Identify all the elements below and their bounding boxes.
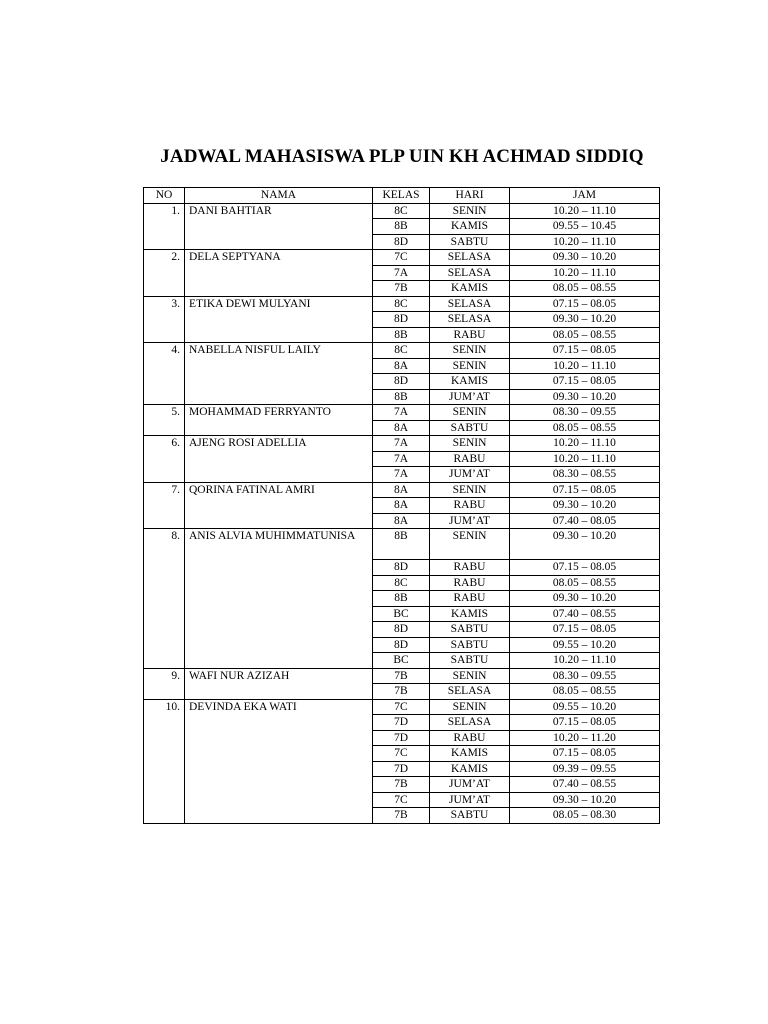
session-jam: 10.20 – 11.10 (510, 234, 660, 250)
session-kelas: 7A (373, 405, 430, 421)
session-hari: JUM’AT (430, 777, 510, 793)
session-hari: SABTU (430, 637, 510, 653)
session-jam: 10.20 – 11.10 (510, 451, 660, 467)
session-jam: 07.15 – 08.05 (510, 482, 660, 498)
session-kelas: 8A (373, 513, 430, 529)
session-hari: SABTU (430, 653, 510, 669)
session-jam: 10.20 – 11.10 (510, 436, 660, 452)
session-kelas: 8C (373, 575, 430, 591)
session-hari: SELASA (430, 265, 510, 281)
session-hari: KAMIS (430, 761, 510, 777)
table-row (144, 203, 660, 219)
session-kelas: 8B (373, 529, 430, 560)
session-kelas: 8C (373, 343, 430, 359)
session-kelas: 8B (373, 389, 430, 405)
document-title: JADWAL MAHASISWA PLP UIN KH ACHMAD SIDDIQ (160, 146, 644, 167)
session-kelas: 8A (373, 420, 430, 436)
session-kelas: 7C (373, 699, 430, 715)
table-row (144, 296, 660, 312)
session-hari: SELASA (430, 715, 510, 731)
session-jam: 09.30 – 10.20 (510, 591, 660, 607)
session-jam: 08.05 – 08.55 (510, 420, 660, 436)
session-jam: 08.05 – 08.55 (510, 327, 660, 343)
schedule-table (143, 187, 660, 824)
session-jam: 07.15 – 08.05 (510, 560, 660, 576)
session-jam: 08.05 – 08.55 (510, 281, 660, 297)
session-jam: 09.30 – 10.20 (510, 529, 660, 560)
student-number: 5. (144, 405, 185, 436)
schedule-body (144, 203, 660, 823)
student-name: MOHAMMAD FERRYANTO (185, 405, 373, 436)
session-kelas: 7C (373, 250, 430, 266)
session-hari: RABU (430, 560, 510, 576)
session-hari: SABTU (430, 234, 510, 250)
student-name: WAFI NUR AZIZAH (185, 668, 373, 699)
session-jam: 10.20 – 11.10 (510, 203, 660, 219)
session-hari: SELASA (430, 684, 510, 700)
student-name: ANIS ALVIA MUHIMMATUNISA (185, 529, 373, 669)
table-header-row (144, 188, 660, 204)
student-name: QORINA FATINAL AMRI (185, 482, 373, 529)
student-name: ETIKA DEWI MULYANI (185, 296, 373, 343)
session-hari: SENIN (430, 529, 510, 560)
session-jam: 09.30 – 10.20 (510, 312, 660, 328)
session-hari: RABU (430, 730, 510, 746)
session-hari: SENIN (430, 343, 510, 359)
session-jam: 10.20 – 11.10 (510, 265, 660, 281)
session-kelas: 8D (373, 234, 430, 250)
session-hari: SABTU (430, 808, 510, 824)
session-jam: 09.55 – 10.45 (510, 219, 660, 235)
session-kelas: 7D (373, 715, 430, 731)
session-kelas: 8C (373, 203, 430, 219)
student-number: 6. (144, 436, 185, 483)
session-hari: JUM’AT (430, 467, 510, 483)
session-jam: 07.15 – 08.05 (510, 715, 660, 731)
session-hari: SENIN (430, 405, 510, 421)
session-kelas: 7D (373, 730, 430, 746)
student-name: DEVINDA EKA WATI (185, 699, 373, 823)
session-kelas: 7A (373, 451, 430, 467)
student-name: AJENG ROSI ADELLIA (185, 436, 373, 483)
session-kelas: 8D (373, 622, 430, 638)
session-kelas: 8B (373, 591, 430, 607)
session-hari: SELASA (430, 312, 510, 328)
student-name: DELA SEPTYANA (185, 250, 373, 297)
session-jam: 07.15 – 08.05 (510, 296, 660, 312)
table-row (144, 436, 660, 452)
session-hari: SENIN (430, 668, 510, 684)
session-hari: KAMIS (430, 606, 510, 622)
table-row (144, 405, 660, 421)
student-name: DANI BAHTIAR (185, 203, 373, 250)
student-number: 3. (144, 296, 185, 343)
session-jam: 07.40 – 08.05 (510, 513, 660, 529)
student-number: 8. (144, 529, 185, 669)
session-hari: SENIN (430, 699, 510, 715)
session-jam: 07.40 – 08.55 (510, 606, 660, 622)
session-hari: SABTU (430, 420, 510, 436)
session-jam: 09.55 – 10.20 (510, 699, 660, 715)
table-row (144, 668, 660, 684)
session-hari: SENIN (430, 358, 510, 374)
session-kelas: 7B (373, 281, 430, 297)
session-jam: 09.55 – 10.20 (510, 637, 660, 653)
session-hari: KAMIS (430, 746, 510, 762)
session-kelas: 7B (373, 808, 430, 824)
session-kelas: 7B (373, 777, 430, 793)
table-row (144, 529, 660, 560)
table-row (144, 343, 660, 359)
session-jam: 09.30 – 10.20 (510, 792, 660, 808)
session-kelas: 7C (373, 746, 430, 762)
session-jam: 10.20 – 11.10 (510, 653, 660, 669)
session-kelas: BC (373, 606, 430, 622)
table-row (144, 482, 660, 498)
student-number: 4. (144, 343, 185, 405)
session-kelas: 7A (373, 436, 430, 452)
session-hari: RABU (430, 451, 510, 467)
student-number: 2. (144, 250, 185, 297)
session-jam: 09.30 – 10.20 (510, 498, 660, 514)
session-hari: JUM’AT (430, 792, 510, 808)
session-kelas: 7B (373, 684, 430, 700)
session-jam: 09.30 – 10.20 (510, 389, 660, 405)
session-hari: KAMIS (430, 219, 510, 235)
session-jam: 10.20 – 11.10 (510, 358, 660, 374)
session-kelas: 7C (373, 792, 430, 808)
session-jam: 07.15 – 08.05 (510, 622, 660, 638)
student-number: 10. (144, 699, 185, 823)
session-hari: SELASA (430, 296, 510, 312)
session-jam: 08.30 – 09.55 (510, 405, 660, 421)
session-kelas: 7B (373, 668, 430, 684)
session-jam: 07.15 – 08.05 (510, 746, 660, 762)
session-kelas: 7A (373, 467, 430, 483)
header-nama: NAMA (185, 188, 373, 204)
session-hari: KAMIS (430, 281, 510, 297)
student-number: 7. (144, 482, 185, 529)
table-row (144, 250, 660, 266)
session-kelas: 8A (373, 482, 430, 498)
student-name: NABELLA NISFUL LAILY (185, 343, 373, 405)
session-hari: KAMIS (430, 374, 510, 390)
session-hari: SENIN (430, 482, 510, 498)
session-kelas: 8A (373, 498, 430, 514)
session-kelas: 8B (373, 327, 430, 343)
session-jam: 07.15 – 08.05 (510, 343, 660, 359)
session-kelas: 7A (373, 265, 430, 281)
session-hari: JUM’AT (430, 513, 510, 529)
session-jam: 10.20 – 11.20 (510, 730, 660, 746)
session-jam: 08.05 – 08.30 (510, 808, 660, 824)
session-jam: 08.05 – 08.55 (510, 684, 660, 700)
student-number: 1. (144, 203, 185, 250)
session-jam: 07.40 – 08.55 (510, 777, 660, 793)
session-kelas: 8A (373, 358, 430, 374)
header-jam: JAM (510, 188, 660, 204)
session-jam: 08.30 – 08.55 (510, 467, 660, 483)
header-hari: HARI (430, 188, 510, 204)
session-kelas: BC (373, 653, 430, 669)
session-jam: 08.05 – 08.55 (510, 575, 660, 591)
table-row (144, 699, 660, 715)
session-jam: 09.30 – 10.20 (510, 250, 660, 266)
session-jam: 09.39 – 09.55 (510, 761, 660, 777)
session-hari: RABU (430, 498, 510, 514)
session-kelas: 8B (373, 219, 430, 235)
header-kelas: KELAS (373, 188, 430, 204)
session-hari: SELASA (430, 250, 510, 266)
session-hari: RABU (430, 591, 510, 607)
session-hari: SENIN (430, 203, 510, 219)
session-hari: SENIN (430, 436, 510, 452)
session-hari: SABTU (430, 622, 510, 638)
session-kelas: 8D (373, 374, 430, 390)
session-kelas: 8D (373, 637, 430, 653)
session-kelas: 8D (373, 312, 430, 328)
session-jam: 07.15 – 08.05 (510, 374, 660, 390)
header-no: NO (144, 188, 185, 204)
session-kelas: 8C (373, 296, 430, 312)
session-hari: RABU (430, 327, 510, 343)
session-kelas: 7D (373, 761, 430, 777)
student-number: 9. (144, 668, 185, 699)
session-hari: RABU (430, 575, 510, 591)
session-hari: JUM’AT (430, 389, 510, 405)
session-kelas: 8D (373, 560, 430, 576)
session-jam: 08.30 – 09.55 (510, 668, 660, 684)
